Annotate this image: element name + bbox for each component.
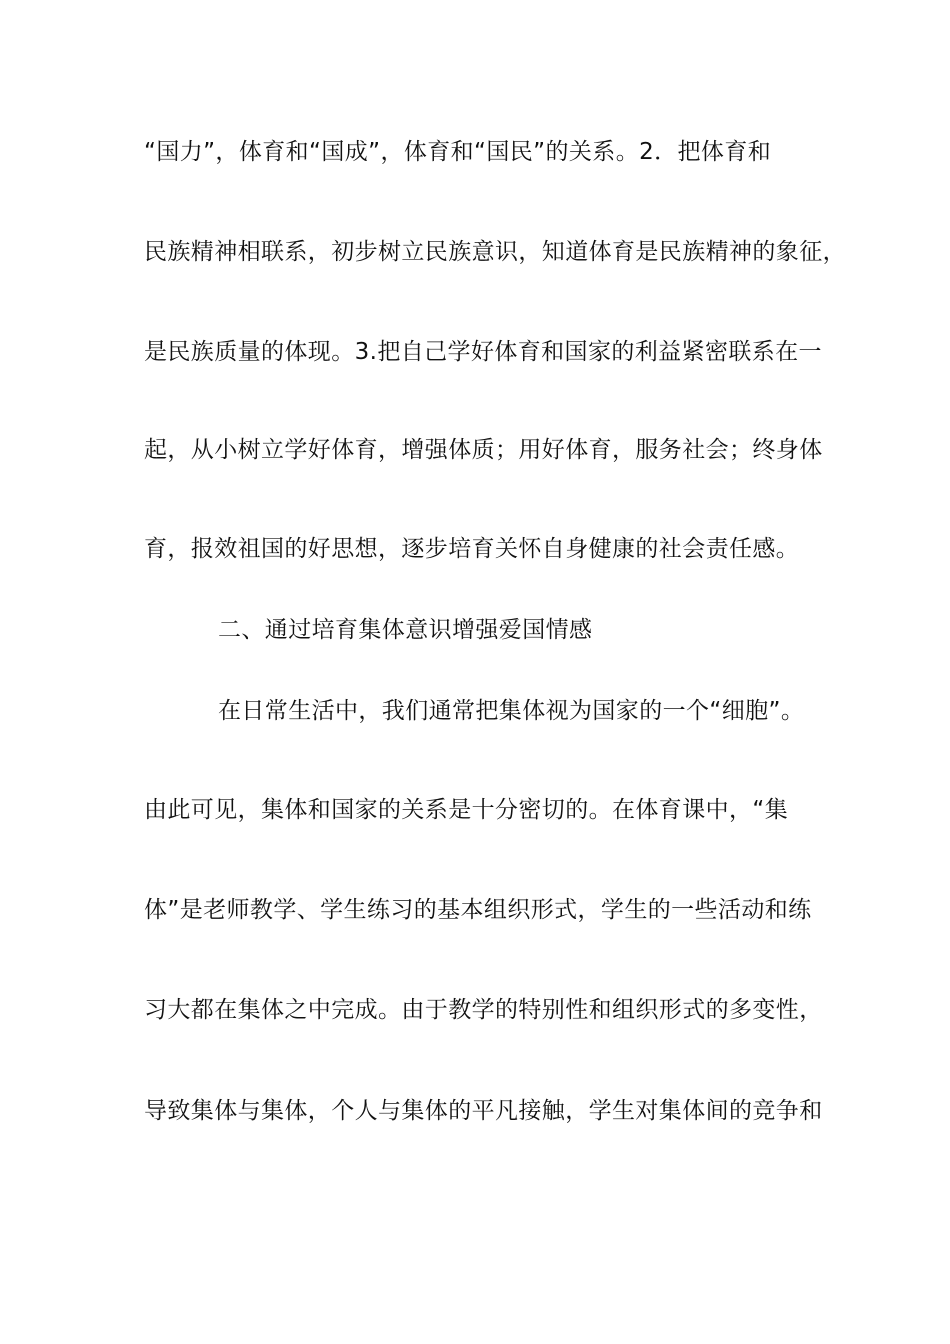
paragraph-line: 体”是老师教学、学生练习的基本组织形式，学生的一些活动和练: [144, 897, 812, 923]
paragraph-line: 导致集体与集体，个人与集体的平凡接触，学生对集体间的竞争和: [144, 1098, 823, 1124]
paragraph-line: 起，从小树立学好体育，增强体质；用好体育，服务社会；终身体: [144, 437, 823, 463]
section-heading: 二、通过培育集体意识增强爱国情感: [218, 617, 593, 643]
paragraph-line: 民族精神相联系，初步树立民族意识，知道体育是民族精神的象征，: [144, 239, 846, 265]
paragraph-line: 由此可见，集体和国家的关系是十分密切的。在体育课中，“集: [144, 797, 789, 823]
paragraph-line: “国力”，体育和“国成”，体育和“国民”的关系。2．把体育和: [144, 139, 772, 165]
paragraph-line: 习大都在集体之中完成。由于教学的特别性和组织形式的多变性，: [144, 997, 823, 1023]
paragraph-line: 是民族质量的体现。3.把自己学好体育和国家的利益紧密联系在一: [144, 339, 822, 365]
paragraph-line: 育，报效祖国的好思想，逐步培育关怀自身健康的社会责任感。: [144, 536, 800, 562]
paragraph-line: 在日常生活中，我们通常把集体视为国家的一个“细胞”。: [218, 698, 805, 724]
